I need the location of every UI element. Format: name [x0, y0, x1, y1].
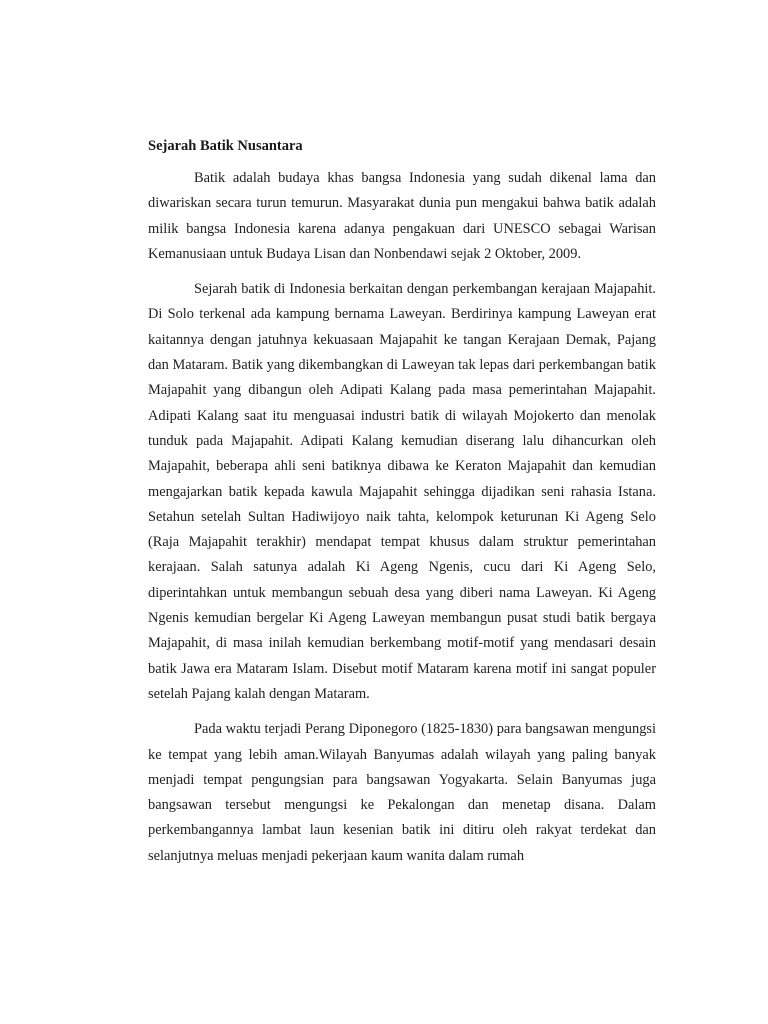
paragraph-3: Pada waktu terjadi Perang Diponegoro (1825-1830) para bangsawan mengungsi ke tempat yang lebih aman.Wilayah Banyumas adalah wilayah yang paling banyak menjadi tempat pengungsian para bangsawan Yogyakarta. Selain Banyumas juga bangsawan tersebut mengungsi ke Pekalongan dan menetap disana. Dalam perkembangannya lambat laun kesenian batik ini ditiru oleh rakyat terdekat dan selanjutnya meluas menjadi pekerjaan kaum wanita dalam rumah — [148, 721, 656, 864]
paragraph-1: Batik adalah budaya khas bangsa Indonesia yang sudah dikenal lama dan diwariskan secara turun temurun. Masyarakat dunia pun mengakui bahwa batik adalah milik bangsa Indonesia karena adanya pengakuan dari UNESCO sebagai Warisan Kemanusiaan untuk Budaya Lisan dan Nonbendawi sejak 2 Oktober, 2009. — [148, 170, 656, 262]
document-title: Sejarah Batik Nusantara — [148, 138, 303, 154]
paragraph-2: Sejarah batik di Indonesia berkaitan dengan perkembangan kerajaan Majapahit. Di Solo terkenal ada kampung bernama Laweyan. Berdirinya kampung Laweyan erat kaitannya dengan jatuhnya kekuasaan Majapahit ke tangan Kerajaan Demak, Pajang dan Mataram. Batik yang dikembangkan di Laweyan tak lepas dari perkembangan batik Majapahit yang dibangun oleh Adipati Kalang pada masa pemerintahan Majapahit. Adipati Kalang saat itu menguasai industri batik di wilayah Mojokerto dan menolak tunduk pada Majapahit. Adipati Kalang kemudian diserang lalu dihancurkan oleh Majapahit, beberapa ahli seni batiknya dibawa ke Keraton Majapahit dan kemudian mengajarkan batik kepada kawula Majapahit sehingga dijadikan seni rahasia Istana. Setahun setelah Sultan Hadiwijoyo naik tahta, kelompok keturunan Ki Ageng Selo (Raja Majapahit terakhir) mendapat tempat khusus dalam struktur pemerintahan kerajaan. Salah satunya adalah Ki Ageng Ngenis, cucu dari Ki Ageng Selo, diperintahkan untuk membangun sebuah desa yang diberi nama Laweyan. Ki Ageng Ngenis kemudian bergelar Ki Ageng Laweyan membangun pusat studi batik bergaya Majapahit, di masa inilah kemudian berkembang motif-motif yang mendasari desain batik Jawa era Mataram Islam. Disebut motif Mataram karena motif ini sangat populer setelah Pajang kalah dengan Mataram. — [148, 281, 656, 702]
document-page — [148, 136, 656, 879]
